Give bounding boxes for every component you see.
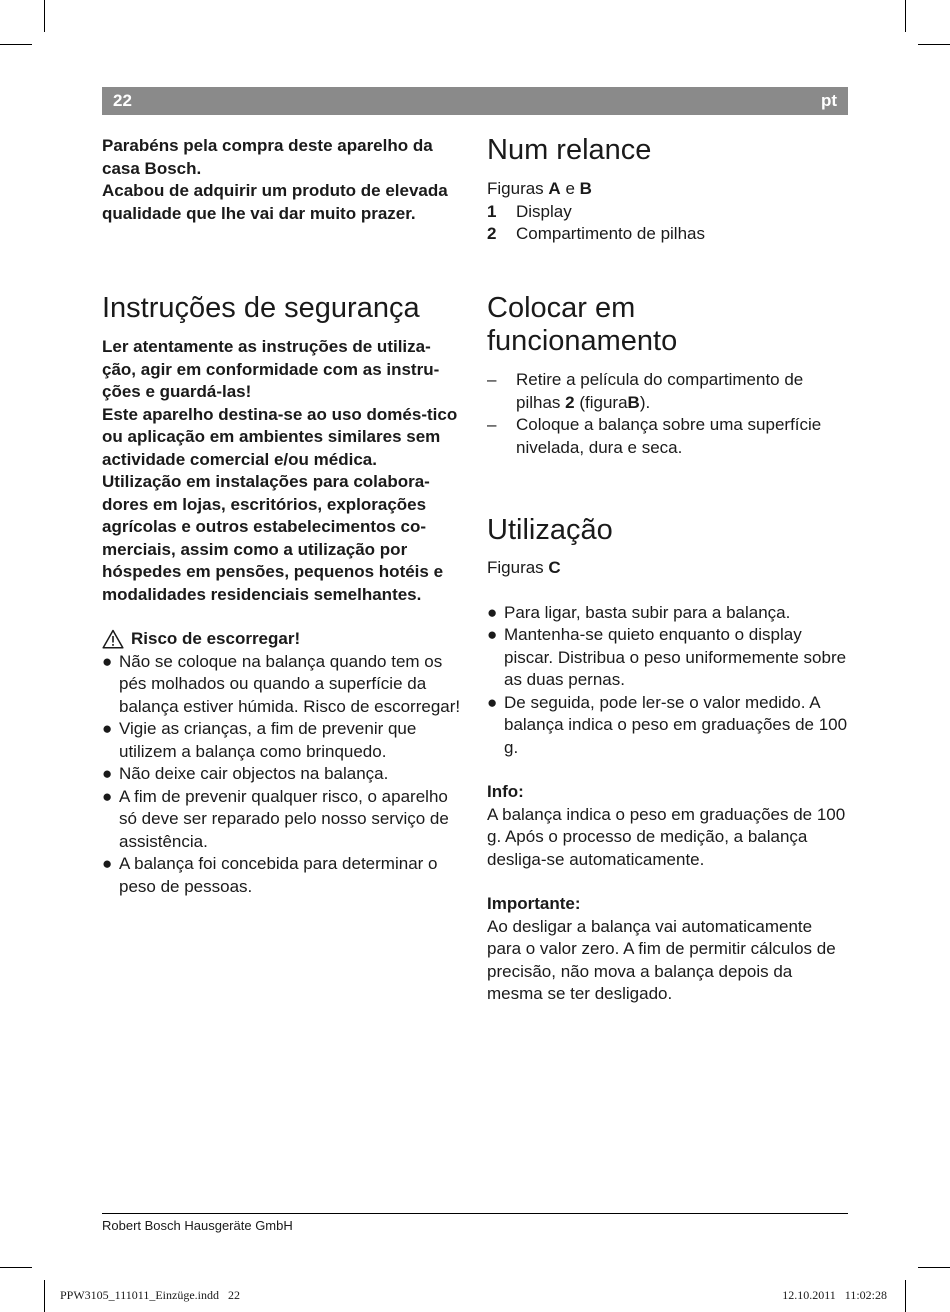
print-slug-date: 12.10.2011 11:02:28 [782,1288,887,1302]
figure-ref: B [579,179,592,198]
list-item-text: Para ligar, basta subir para a balança. [504,602,791,622]
crop-mark [905,0,906,32]
list-item-text: A fim de prevenir qualquer risco, o aparelho só deve ser reparado pelo nosso serviço de assistência. [119,786,449,851]
figures-label: Figuras [487,558,544,577]
important-text: Ao desligar a balança vai automaticamente para o valor zero. A fim de permitir cálculos de precisão, não mova a balança depois da mesma se ter desligado. [487,916,836,1003]
safety-paragraph: Utilização em instalações para colabora-dores em lojas, escritórios, explorações agrícolas e outros estabelecimentos co-merciais, assim como a utilização por hóspedes em pensões, pequenos hotéis e modalidades residenciais semelhantes. [102,472,444,604]
list-item-text: Mantenha-se quieto enquanto o display piscar. Distribua o peso uniformemente sobre as duas pernas. [504,625,847,689]
footer-divider [102,1213,848,1214]
list-item [487,223,849,246]
intro-paragraph: Parabéns pela compra deste aparelho da casa Bosch. [102,136,433,178]
info-title: Info: [487,782,524,801]
list-item: – Coloque a balança sobre uma superfície nivelada, dura e seca. [487,414,849,459]
list-item-text: A balança foi concebida para determinar o peso de pessoas. [119,854,438,896]
section-title: Utilização [487,514,613,546]
part-number: 2 [487,224,497,243]
list-item: – Retire a película do compartimento de pilhas 2 (figuraB). [487,369,849,414]
language-code: pt [820,91,837,110]
page-number: 22 [113,91,132,110]
section-title [487,292,849,358]
crop-mark [918,1267,950,1268]
safety-paragraph: Este aparelho destina-se ao uso domés-tico ou aplicação em ambientes similares sem actividade comercial e/ou médica. [102,404,458,469]
parts-list [487,201,849,246]
list-item-text: Coloque a balança sobre uma superfície nivelada, dura e seca. [516,415,822,457]
page-header-bar [102,87,848,115]
crop-mark [905,1280,906,1312]
warning-triangle-icon [102,629,124,649]
part-label: Compartimento de pilhas [516,224,705,243]
list-item-text: Retire a película do compartimento de pilhas 2 (figuraB). [516,370,804,412]
part-number: 1 [487,201,497,221]
title-line: funcionamento [487,325,678,357]
crop-mark [44,0,45,32]
safety-section [102,292,464,898]
info-text: A balança indica o peso em graduações de 100 g. Após o processo de medição, a balança desliga-se automaticamente. [487,804,846,869]
setup-section [487,292,849,459]
part-label: Display [516,201,572,221]
section-title: Num relance [487,134,652,166]
list-item-text: Vigie as crianças, a fim de prevenir que utilizem a balança como brinquedo. [119,719,417,761]
intro-section [102,135,464,225]
figures-label: Figuras [487,179,544,198]
figure-ref: A [548,179,561,198]
figures-line [487,557,849,580]
important-title: Importante: [487,894,581,913]
crop-mark [44,1280,45,1312]
list-item: ● Vigie as crianças, a fim de prevenir que utilizem a balança como brinquedo. [102,718,464,763]
usage-section [487,514,849,1006]
conjunction: e [565,179,575,198]
crop-mark [918,44,950,45]
section-title: Instruções de segurança [102,292,420,324]
list-item [487,201,849,224]
warning-heading [102,628,464,651]
figure-ref: C [548,558,561,577]
title-line: Colocar em [487,292,636,324]
list-item: ● A fim de prevenir qualquer risco, o aparelho só deve ser reparado pelo nosso serviço de assistência. [102,786,464,854]
crop-mark [0,1267,32,1268]
list-item-text: De seguida, pode ler-se o valor medido. A balança indica o peso em graduações de 100 g. [504,692,848,757]
safety-paragraph: Ler atentamente as instruções de utiliza-ção, agir em conformidade com as instru-ções e guardá-las! [102,337,440,401]
list-item: ● Mantenha-se quieto enquanto o display piscar. Distribua o peso uniformemente sobre as duas pernas. [487,624,849,692]
list-item: ● Para ligar, basta subir para a balança. [487,602,849,625]
warning-title: Risco de escorregar! [131,629,301,648]
list-item-text: Não deixe cair objectos na balança. [119,764,389,783]
list-item-text: Não se coloque na balança quando tem os pés molhados ou quando a superfície da balança estiver húmida. Risco de escorregar! [119,651,461,716]
overview-section [487,134,849,246]
footer-company: Robert Bosch Hausgeräte GmbH [102,1218,293,1233]
list-item: ● Não se coloque na balança quando tem os pés molhados ou quando a superfície da balança estiver húmida. Risco de escorregar! [102,651,464,719]
list-item: ● A balança foi concebida para determinar o peso de pessoas. [102,853,464,898]
list-item: ● De seguida, pode ler-se o valor medido. A balança indica o peso em graduações de 100 g. [487,692,849,760]
print-slug-file: PPW3105_111011_Einzüge.indd 22 [60,1288,240,1302]
list-item: ● Não deixe cair objectos na balança. [102,763,464,786]
figures-line [487,178,849,201]
crop-mark [0,44,32,45]
intro-paragraph: Acabou de adquirir um produto de elevada qualidade que lhe vai dar muito prazer. [102,181,448,223]
